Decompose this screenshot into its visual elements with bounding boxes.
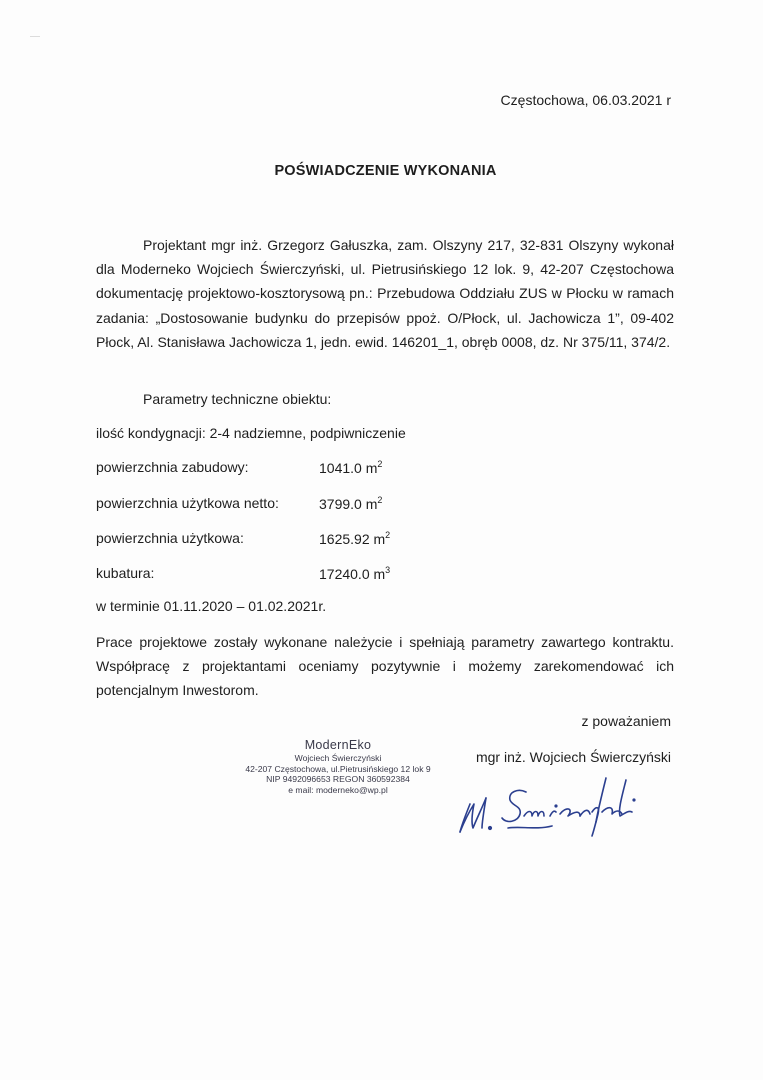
- term-line: w terminie 01.11.2020 – 01.02.2021r.: [96, 598, 327, 614]
- place-date: Częstochowa, 06.03.2021 r: [500, 92, 671, 108]
- stamp-email: e mail: moderneko@wp.pl: [288, 784, 388, 795]
- scan-artifact: [30, 36, 40, 37]
- closing-paragraph: Prace projektowe zostały wykonane należycie i spełniają parametry zawartego kontraktu. Współpracę z projektantami oceniamy pozytywnie i możemy zarekomendować ich potencjalnym Inwestorom.: [96, 634, 674, 699]
- document-title: POŚWIADCZENIE WYKONANIA: [274, 163, 497, 179]
- params-heading: Parametry techniczne obiektu:: [143, 391, 332, 407]
- param-value: 1041.0 $m^2$: [319, 459, 383, 476]
- param-value: 17240.0 $m^3$: [319, 565, 391, 582]
- intro-paragraph: [96, 233, 674, 354]
- param-label: powierzchnia użytkowa netto:: [96, 495, 279, 511]
- stamp-company-name: ModernEko: [304, 738, 372, 752]
- param-label: kubatura:: [96, 565, 155, 581]
- stamp-address: 42-207 Częstochowa, ul.Pietrusińskiego 12 lok 9: [245, 763, 431, 774]
- param-label: powierzchnia użytkowa:: [96, 530, 244, 546]
- regards-line: z poważaniem: [581, 713, 671, 729]
- param-label: powierzchnia zabudowy:: [96, 459, 249, 475]
- stamp-owner: Wojciech Świerczyński: [294, 753, 382, 763]
- param-value: 3799.0 $m^2$: [319, 495, 383, 512]
- floors-info: ilość kondygnacji: 2-4 nadziemne, podpiwniczenie: [96, 425, 406, 441]
- handwritten-signature: [456, 770, 686, 840]
- company-stamp: [226, 738, 450, 795]
- stamp-ids: NIP 9492096653 REGON 360592384: [266, 774, 410, 784]
- signer-name: mgr inż. Wojciech Świerczyński: [475, 749, 671, 765]
- intro-text: Projektant mgr inż. Grzegorz Gałuszka, zam. Olszyny 217, 32-831 Olszyny wykonał dla Moderneko Wojciech Świerczyński, ul. Pietrusińskiego 12 lok. 9, 42-207 Częstochowa dokumentację projektowo-kosztorysową pn.: Przebudowa Oddziału ZUS w Płocku w ramach zadania: „Dostosowanie budynku do przepisów ppoż. O/Płock, ul. Jachowicza 1”, 09-402 Płock, Al. Stanisława Jachowicza 1, jedn. ewid. 146201_1, obręb 0008, dz. Nr 375/11, 374/2.: [96, 237, 674, 350]
- param-value: 1625.92 $m^2$: [319, 530, 391, 547]
